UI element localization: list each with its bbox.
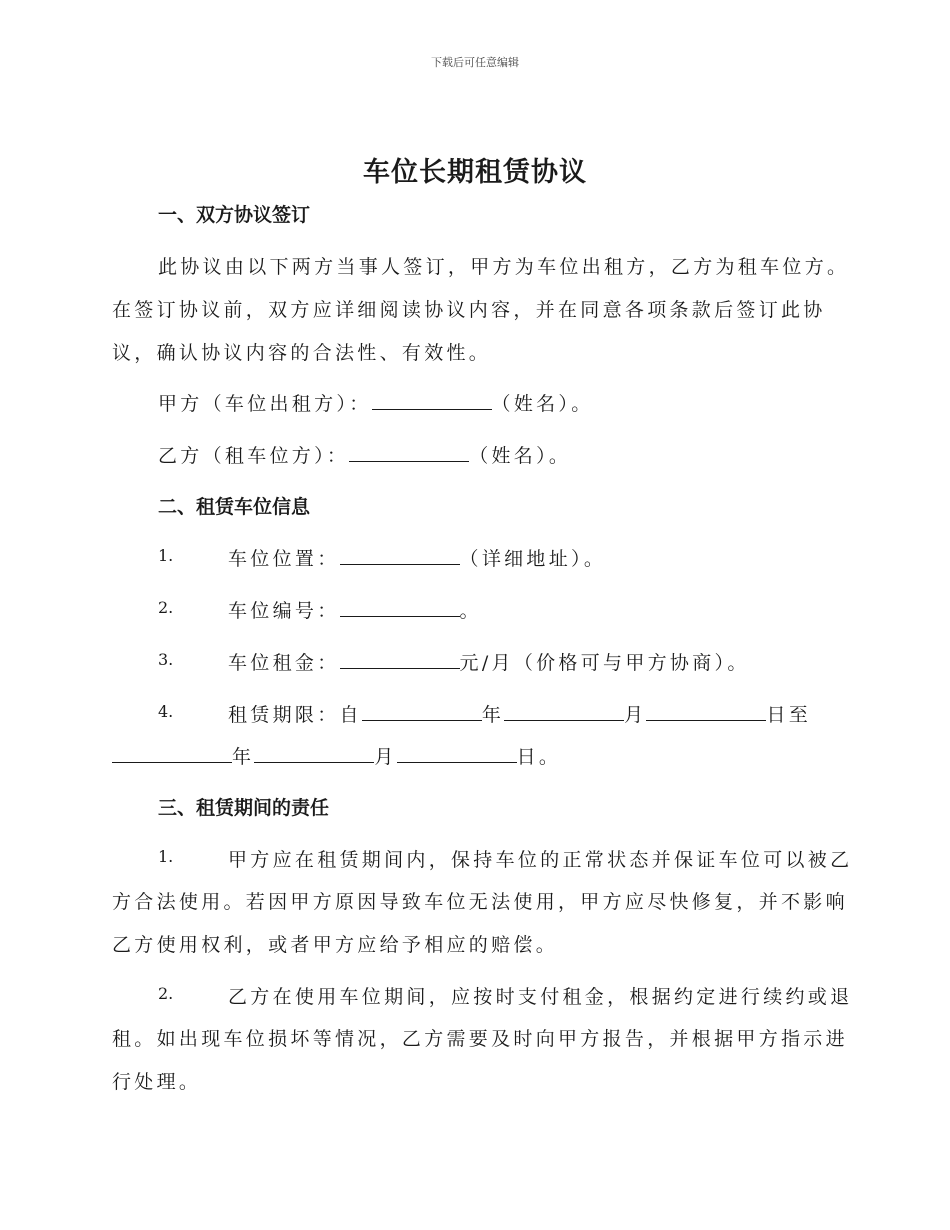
item-location-line <box>228 544 606 571</box>
party-a-label: 甲方（车位出租方）： <box>158 393 372 415</box>
page-header: 下载后可任意编辑 <box>431 56 519 69</box>
duty-1-line-3: 乙方使用权利，或者甲方应给予相应的赔偿。 <box>112 934 559 956</box>
s1-para-line-3: 议，确认协议内容的合法性、有效性。 <box>112 342 492 364</box>
duty-2-line-2: 租。如出现车位损坏等情况，乙方需要及时向甲方报告，并根据甲方指示进 <box>112 1028 848 1050</box>
start-day-blank <box>646 702 766 721</box>
start-year-blank <box>362 702 482 721</box>
party-a-line <box>158 389 594 416</box>
document-title: 车位长期租赁协议 <box>363 157 587 188</box>
item-rent-label: 车位租金： <box>228 652 340 674</box>
location-blank <box>340 546 460 565</box>
duty-1-line-1: 甲方应在租赁期间内，保持车位的正常状态并保证车位可以被乙 <box>228 849 853 871</box>
duty-1-number: 1. <box>158 847 174 866</box>
end-day-label: 日。 <box>516 746 562 768</box>
duty-1-line-2: 方合法使用。若因甲方原因导致车位无法使用，甲方应尽快修复，并不影响 <box>112 891 848 913</box>
duty-2-number: 2. <box>158 984 174 1003</box>
party-b-line <box>158 441 571 468</box>
item-location-label: 车位位置： <box>228 548 340 570</box>
section-3-heading: 三、租赁期间的责任 <box>158 797 330 819</box>
end-year-blank <box>112 744 232 763</box>
party-a-name-blank <box>372 391 492 410</box>
end-year-label: 年 <box>232 746 255 768</box>
day-to-label: 日至 <box>766 704 812 726</box>
party-a-suffix: （姓名）。 <box>491 393 594 415</box>
rent-blank <box>340 650 460 669</box>
party-b-suffix: （姓名）。 <box>469 445 572 467</box>
term-line-2 <box>112 742 561 769</box>
item-rent-suffix: 元/月（价格可与甲方协商）。 <box>459 652 750 674</box>
spot-number-blank <box>340 598 460 617</box>
s1-para-line-2: 在签订协议前，双方应详细阅读协议内容，并在同意各项条款后签订此协 <box>112 299 826 321</box>
end-day-blank <box>397 744 517 763</box>
item-location-suffix: （详细地址）。 <box>459 548 607 570</box>
section-2-heading: 二、租赁车位信息 <box>158 496 311 518</box>
month-label: 月 <box>624 704 647 726</box>
end-month-label: 月 <box>374 746 397 768</box>
item-4-number: 4. <box>158 702 174 721</box>
party-b-label: 乙方（租车位方）： <box>158 445 350 467</box>
item-2-number: 2. <box>158 598 174 617</box>
item-1-number: 1. <box>158 546 174 565</box>
start-month-blank <box>504 702 624 721</box>
party-b-name-blank <box>349 443 469 462</box>
duty-2-line-3: 行处理。 <box>112 1071 202 1093</box>
item-number-line <box>228 596 482 623</box>
term-line-1 <box>228 700 811 727</box>
term-label: 租赁期限：自 <box>228 704 362 726</box>
year-label: 年 <box>481 704 505 726</box>
duty-2-line-1: 乙方在使用车位期间，应按时支付租金，根据约定进行续约或退 <box>228 986 853 1008</box>
item-number-label: 车位编号： <box>228 600 340 622</box>
end-month-blank <box>254 744 374 763</box>
section-1-heading: 一、双方协议签订 <box>158 204 311 226</box>
item-number-suffix: 。 <box>459 600 482 622</box>
s1-para-line-1: 此协议由以下两方当事人签订，甲方为车位出租方，乙方为租车位方。 <box>158 256 850 278</box>
item-3-number: 3. <box>158 650 174 669</box>
item-rent-line <box>228 648 750 675</box>
